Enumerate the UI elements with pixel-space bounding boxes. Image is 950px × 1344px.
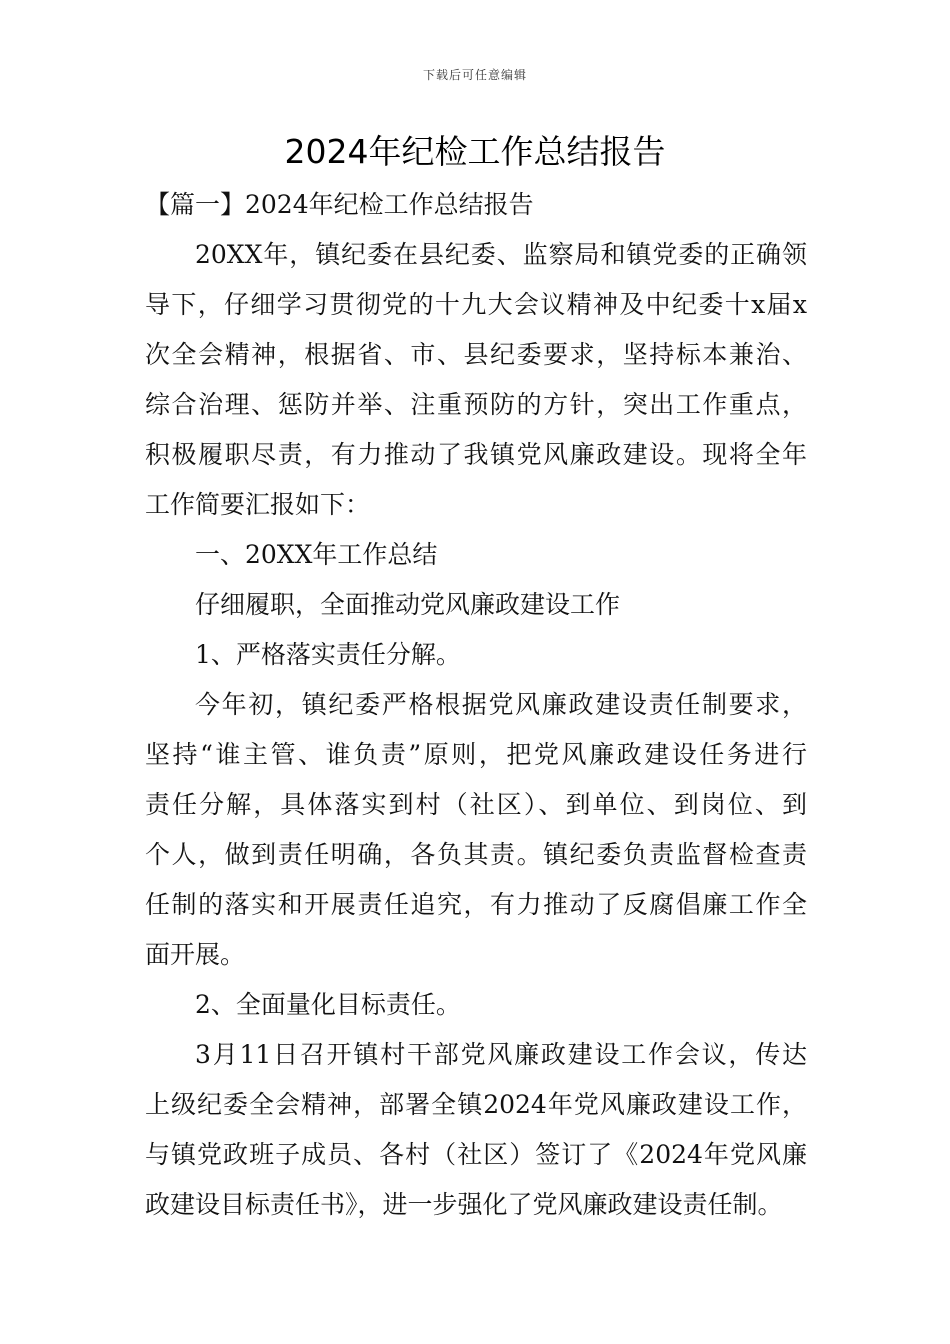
paragraph-line: 综合治理、惩防并举、注重预防的方针，突出工作重点， xyxy=(145,390,807,419)
section-heading: 【篇一】2024年纪检工作总结报告 xyxy=(145,190,534,219)
paragraph-line: 任制的落实和开展责任追究，有力推动了反腐倡廉工作全 xyxy=(145,890,807,919)
paragraph-line: 积极履职尽责，有力推动了我镇党风廉政建设。现将全年 xyxy=(145,440,807,469)
paragraph-line: 20XX年，镇纪委在县纪委、监察局和镇党委的正确领 xyxy=(195,240,807,269)
paragraph-line: 3月11日召开镇村干部党风廉政建设工作会议，传达 xyxy=(195,1040,807,1069)
paragraph-line: 坚持“谁主管、谁负责”原则，把党风廉政建设任务进行 xyxy=(145,740,807,769)
paragraph-line: 责任分解，具体落实到村（社区）、到单位、到岗位、到 xyxy=(145,790,807,819)
subsection-heading: 一、20XX年工作总结 xyxy=(195,540,438,569)
header-note: 下载后可任意编辑 xyxy=(422,68,527,82)
item-heading: 2、全面量化目标责任。 xyxy=(195,990,461,1019)
paragraph-line: 个人，做到责任明确，各负其责。镇纪委负责监督检查责 xyxy=(145,840,807,869)
paragraph-line: 面开展。 xyxy=(145,940,246,969)
paragraph-line: 政建设目标责任书》，进一步强化了党风廉政建设责任制。 xyxy=(145,1190,783,1219)
item-heading: 1、严格落实责任分解。 xyxy=(195,640,461,669)
subsection-heading: 仔细履职，全面推动党风廉政建设工作 xyxy=(195,590,621,619)
paragraph-line: 工作简要汇报如下： xyxy=(145,490,371,519)
document-body xyxy=(145,180,807,1230)
paragraph-line: 上级纪委全会精神，部署全镇2024年党风廉政建设工作， xyxy=(145,1090,807,1119)
document-title: 2024年纪检工作总结报告 xyxy=(284,132,666,171)
paragraph-line: 今年初，镇纪委严格根据党风廉政建设责任制要求， xyxy=(195,690,807,719)
paragraph-line: 与镇党政班子成员、各村（社区）签订了《2024年党风廉 xyxy=(145,1140,807,1169)
paragraph-line: 次全会精神，根据省、市、县纪委要求，坚持标本兼治、 xyxy=(145,340,807,369)
paragraph-line: 导下，仔细学习贯彻党的十九大会议精神及中纪委十x届x xyxy=(145,290,807,319)
